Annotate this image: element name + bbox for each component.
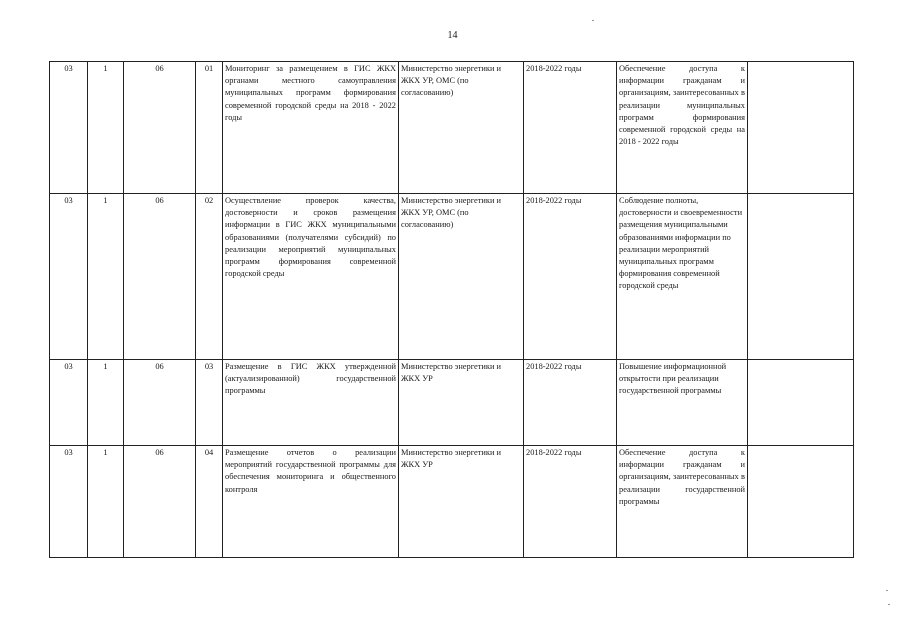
- page-number: 14: [447, 30, 458, 41]
- executor-cell: Министерство энергетики и ЖКХ УР, ОМС (по согласованию): [399, 194, 524, 360]
- period-cell: 2018-2022 годы: [524, 360, 617, 446]
- code-program-cell: 03: [50, 194, 88, 360]
- code-measure-cell: 03: [196, 360, 223, 446]
- executor-cell: Министерство энергетики и ЖКХ УР, ОМС (по согласованию): [399, 62, 524, 194]
- scan-artifact: [592, 20, 594, 21]
- code-measure-cell: 04: [196, 446, 223, 558]
- code-program-cell: 03: [50, 446, 88, 558]
- code-measure-cell: 02: [196, 194, 223, 360]
- result-cell: Обеспечение доступа к информации гражданам и организациям, заинтересованных в реализации государственной программы: [617, 446, 748, 558]
- code-program-cell: 03: [50, 360, 88, 446]
- code-subprogram-cell: 1: [88, 62, 124, 194]
- scan-artifact: [886, 590, 888, 591]
- result-cell: Соблюдение полноты, достоверности и своевременности размещения муниципальными образованиями информации по реализации мероприятий муниципальных программ формирования современной городской среды: [617, 194, 748, 360]
- extra-cell: [748, 446, 854, 558]
- activity-cell: Мониторинг за размещением в ГИС ЖКХ органами местного самоуправления муниципальных программ формирования современной городской среды на 2018 - 2022 годы: [223, 62, 399, 194]
- code-subprogram-cell: 1: [88, 360, 124, 446]
- code-main-measure-cell: 06: [124, 194, 196, 360]
- period-cell: 2018-2022 годы: [524, 446, 617, 558]
- code-measure-cell: 01: [196, 62, 223, 194]
- code-main-measure-cell: 06: [124, 62, 196, 194]
- period-cell: 2018-2022 годы: [524, 62, 617, 194]
- scan-artifact: [888, 604, 890, 605]
- executor-cell: Министерство энергетики и ЖКХ УР: [399, 446, 524, 558]
- executor-cell: Министерство энергетики и ЖКХ УР: [399, 360, 524, 446]
- code-main-measure-cell: 06: [124, 446, 196, 558]
- result-cell: Обеспечение доступа к информации гражданам и организациям, заинтересованных в реализации муниципальных программ формирования современной городской среды на 2018 - 2022 годы: [617, 62, 748, 194]
- activity-cell: Размещение в ГИС ЖКХ утвержденной (актуализированной) государственной программы: [223, 360, 399, 446]
- program-measures-table: [49, 61, 854, 558]
- table-row: [50, 194, 854, 360]
- extra-cell: [748, 360, 854, 446]
- activity-cell: Осуществление проверок качества, достоверности и сроков размещения информации в ГИС ЖКХ муниципальными образованиями (получателями субсидий) по реализации мероприятий муниципальных программ формирования современной городской среды: [223, 194, 399, 360]
- code-subprogram-cell: 1: [88, 194, 124, 360]
- code-program-cell: 03: [50, 62, 88, 194]
- code-subprogram-cell: 1: [88, 446, 124, 558]
- table-row: [50, 360, 854, 446]
- extra-cell: [748, 194, 854, 360]
- activity-cell: Размещение отчетов о реализации мероприятий государственной программы для обеспечения мониторинга и общественного контроля: [223, 446, 399, 558]
- table-row: [50, 446, 854, 558]
- result-cell: Повышение информационной открытости при реализации государственной программы: [617, 360, 748, 446]
- table-row: [50, 62, 854, 194]
- code-main-measure-cell: 06: [124, 360, 196, 446]
- period-cell: 2018-2022 годы: [524, 194, 617, 360]
- extra-cell: [748, 62, 854, 194]
